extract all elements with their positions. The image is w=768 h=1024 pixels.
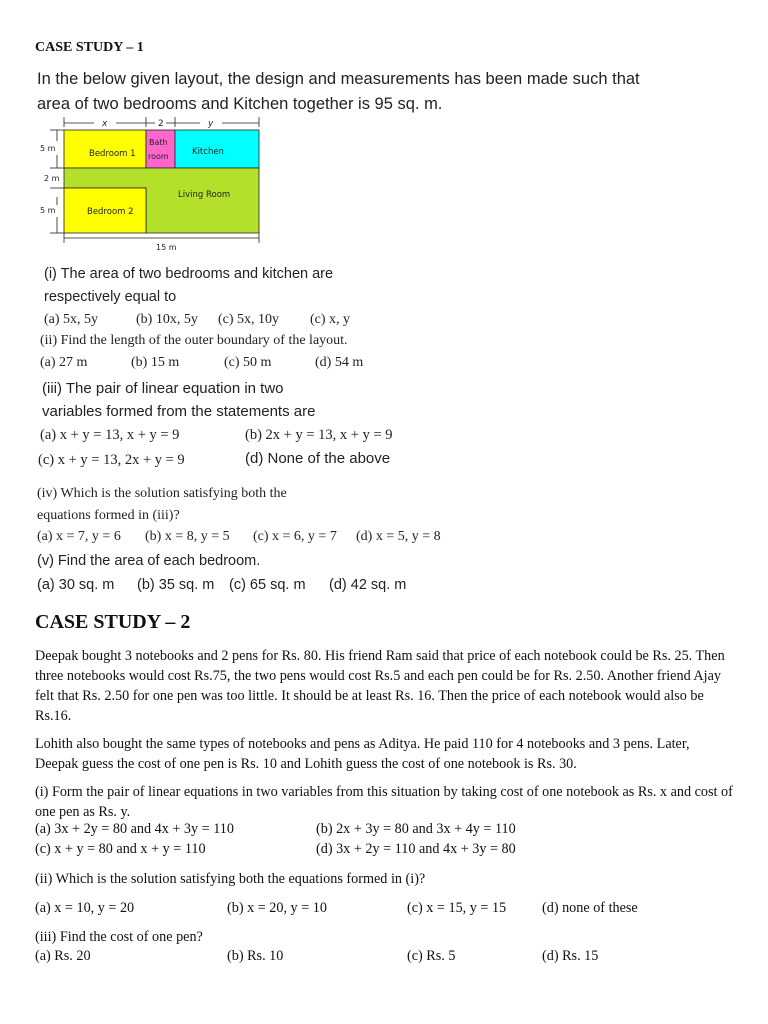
dim-2-label: 2 — [158, 119, 164, 129]
cs1-q1-opt-b: (b) 10x, 5y — [136, 312, 198, 327]
bedroom-2-label: Bedroom 2 — [87, 207, 134, 217]
cs2-q1-opt-d: (d) 3x + 2y = 110 and 4x + 3y = 80 — [316, 841, 516, 857]
cs2-q2-opt-d: (d) none of these — [542, 900, 638, 916]
cs1-q1-opt-c: (c) 5x, 10y — [218, 312, 280, 327]
bedroom-1-label: Bedroom 1 — [89, 149, 136, 159]
cs1-q3-opt-a: (a) x + y = 13, x + y = 9 — [40, 427, 180, 443]
cs1-intro-line-1: In the below given layout, the design and measurements has been made such that — [37, 70, 640, 88]
cs1-q4-opt-a: (a) x = 7, y = 6 — [37, 529, 121, 544]
cs2-q3-opt-c: (c) Rs. 5 — [407, 948, 456, 964]
cs1-q3-opt-c: (c) x + y = 13, 2x + y = 9 — [38, 452, 185, 468]
cs1-q2: (ii) Find the length of the outer boundary of the layout. — [40, 333, 348, 348]
cs1-q4-opt-c: (c) x = 6, y = 7 — [253, 529, 337, 544]
dim-x-label: x — [102, 119, 108, 129]
cs1-q5-opt-a: (a) 30 sq. m — [37, 577, 115, 593]
bath-label-1: Bath — [149, 138, 168, 147]
cs1-q5-opt-c: (c) 65 sq. m — [229, 577, 306, 593]
cs1-q3-opt-d: (d) None of the above — [245, 450, 391, 467]
floor-plan-diagram — [30, 115, 270, 255]
case-study-2-heading: CASE STUDY – 2 — [35, 611, 191, 633]
cs2-q1-opt-b: (b) 2x + 3y = 80 and 3x + 4y = 110 — [316, 821, 516, 837]
cs2-q3: (iii) Find the cost of one pen? — [35, 929, 203, 945]
cs2-paragraph-2: Lohith also bought the same types of notebooks and pens as Aditya. He paid 110 for 4 notebooks and 3 pens. Later, Deepak guess the cost of one pen is Rs. 10 and Lohith guess the cost of one notebook is Rs. 30. — [35, 736, 690, 772]
cs2-q1: (i) Form the pair of linear equations in two variables from this situation by taking cost of one notebook as Rs. x and cost of one pen as Rs. y. — [35, 784, 733, 820]
cs2-q2: (ii) Which is the solution satisfying both the equations formed in (i)? — [35, 871, 426, 887]
case-study-1-heading: CASE STUDY – 1 — [35, 40, 144, 55]
cs1-q5-opt-b: (b) 35 sq. m — [137, 577, 215, 593]
cs1-q4-line-1: (iv) Which is the solution satisfying both the — [37, 486, 287, 501]
bath-label-2: room — [148, 152, 169, 161]
cs1-q3-line-2: variables formed from the statements are — [42, 403, 316, 420]
cs1-q2-opt-b: (b) 15 m — [131, 355, 180, 370]
cs1-q4-line-2: equations formed in (iii)? — [37, 508, 180, 523]
dim-y-label: y — [208, 119, 214, 129]
cs1-q1-opt-d: (c) x, y — [310, 312, 351, 327]
kitchen-label: Kitchen — [192, 147, 224, 157]
bathroom — [146, 130, 175, 168]
cs1-q4-opt-d: (d) x = 5, y = 8 — [356, 529, 441, 544]
cs2-q2-opt-a: (a) x = 10, y = 20 — [35, 900, 135, 916]
cs2-q2-opt-b: (b) x = 20, y = 10 — [227, 900, 327, 916]
cs1-q1-opt-a: (a) 5x, 5y — [44, 312, 99, 327]
cs1-q5: (v) Find the area of each bedroom. — [37, 553, 261, 569]
dim-5m-top: 5 m — [40, 144, 56, 153]
cs2-q2-opt-c: (c) x = 15, y = 15 — [407, 900, 507, 916]
cs2-q3-opt-b: (b) Rs. 10 — [227, 948, 284, 964]
cs1-q2-opt-c: (c) 50 m — [224, 355, 272, 370]
cs1-q3-line-1: (iii) The pair of linear equation in two — [42, 380, 284, 397]
dim-2m: 2 m — [44, 174, 60, 183]
cs1-q3-opt-b: (b) 2x + y = 13, x + y = 9 — [245, 427, 393, 443]
cs2-q3-opt-a: (a) Rs. 20 — [35, 948, 91, 964]
dim-15m: 15 m — [156, 243, 177, 252]
cs1-intro-line-2: area of two bedrooms and Kitchen together is 95 sq. m. — [37, 95, 443, 113]
cs2-q1-opt-c: (c) x + y = 80 and x + y = 110 — [35, 841, 206, 857]
cs1-q5-opt-d: (d) 42 sq. m — [329, 577, 407, 593]
dim-5m-bottom: 5 m — [40, 206, 56, 215]
cs2-q3-opt-d: (d) Rs. 15 — [542, 948, 599, 964]
cs1-q2-opt-a: (a) 27 m — [40, 355, 88, 370]
cs1-q4-opt-b: (b) x = 8, y = 5 — [145, 529, 230, 544]
cs1-q1-line-1: (i) The area of two bedrooms and kitchen are — [44, 266, 334, 282]
living-room-label: Living Room — [178, 190, 231, 200]
cs1-q2-opt-d: (d) 54 m — [315, 355, 364, 370]
cs2-paragraph-1: Deepak bought 3 notebooks and 2 pens for Rs. 80. His friend Ram said that price of each notebook could be Rs. 25. Then three notebooks would cost Rs.75, the two pens would cost Rs.5 and each pen could be for Rs. 2.50. Another friend Ajay felt that Rs. 2.50 for one pen was too little. It should be at least Rs. 16. Then the price of each notebook would also be Rs.16. — [35, 648, 725, 724]
cs1-q1-line-2: respectively equal to — [44, 289, 177, 305]
cs2-q1-opt-a: (a) 3x + 2y = 80 and 4x + 3y = 110 — [35, 821, 234, 837]
